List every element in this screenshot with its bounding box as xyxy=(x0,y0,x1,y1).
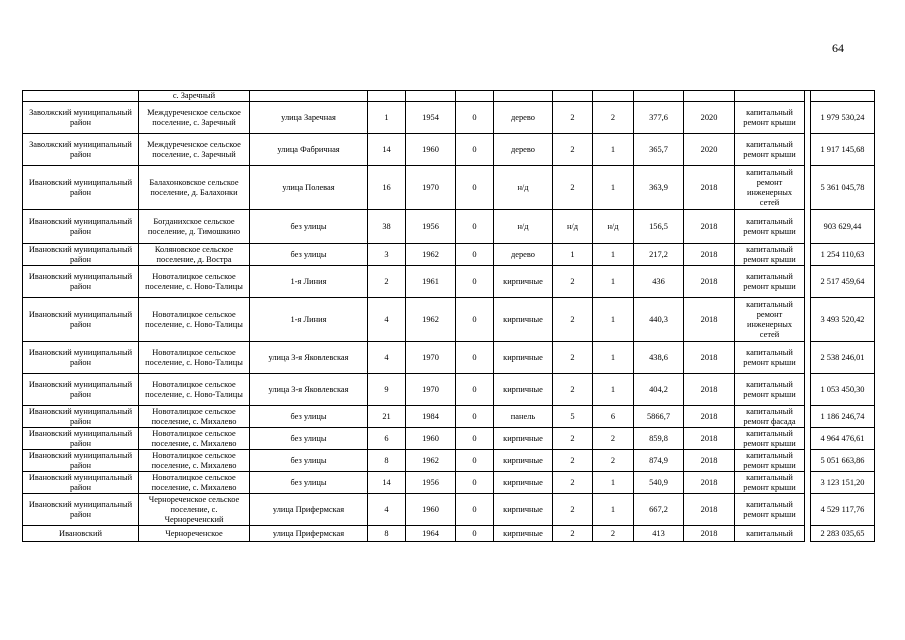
cell-area: 667,2 xyxy=(634,494,684,526)
cell-settlement: Новоталицкое сельское поселение, с. Михалево xyxy=(139,472,250,494)
cell-wall-material: кирпичные xyxy=(494,428,553,450)
cell-house-number: 6 xyxy=(368,428,406,450)
cell-street: улица Заречная xyxy=(250,102,368,134)
cell-street: без улицы xyxy=(250,450,368,472)
cell-entrances: н/д xyxy=(593,210,634,244)
cell-work-type: капитальный ремонт крыши xyxy=(735,102,805,134)
cell-plan-year: 2018 xyxy=(684,244,735,266)
cell-house-number: 8 xyxy=(368,526,406,542)
cell-settlement: Междуреченское сельское поселение, с. Заречный xyxy=(139,102,250,134)
cell-col-f: 0 xyxy=(456,494,494,526)
cell-settlement: Новоталицкое сельское поселение, с. Михалево xyxy=(139,406,250,428)
cell-street: 1-я Линия xyxy=(250,266,368,298)
cell-area: 436 xyxy=(634,266,684,298)
cell-work-type: капитальный ремонт крыши xyxy=(735,472,805,494)
cell-settlement: с. Заречный xyxy=(139,91,250,102)
cell-work-type: капитальный ремонт крыши xyxy=(735,374,805,406)
cell-district: Заволжский муниципальный район xyxy=(23,134,139,166)
cell-work-type: капитальный ремонт фасада xyxy=(735,406,805,428)
cell-floors: 2 xyxy=(553,472,593,494)
cell-year-built: 1970 xyxy=(406,166,456,210)
cell-cost: 1 254 110,63 xyxy=(811,244,875,266)
cell-area: 363,9 xyxy=(634,166,684,210)
cell-wall-material: панель xyxy=(494,406,553,428)
cell-district: Ивановский муниципальный район xyxy=(23,428,139,450)
cell-cost: 5 051 663,86 xyxy=(811,450,875,472)
cell-col-f: 0 xyxy=(456,210,494,244)
cell-floors: 2 xyxy=(553,450,593,472)
table-row xyxy=(23,102,875,134)
cell-plan-year: 2018 xyxy=(684,406,735,428)
cell-entrances: 1 xyxy=(593,494,634,526)
cell-district: Ивановский муниципальный район xyxy=(23,494,139,526)
cell-col-f: 0 xyxy=(456,166,494,210)
cell-year-built: 1962 xyxy=(406,450,456,472)
cell-empty xyxy=(735,91,805,102)
cell-house-number: 1 xyxy=(368,102,406,134)
cell-floors: 2 xyxy=(553,134,593,166)
cell-floors: 2 xyxy=(553,102,593,134)
housing-repair-table xyxy=(22,90,875,542)
cell-wall-material: дерево xyxy=(494,102,553,134)
cell-plan-year: 2018 xyxy=(684,526,735,542)
cell-plan-year: 2018 xyxy=(684,166,735,210)
cell-entrances: 2 xyxy=(593,428,634,450)
table-row xyxy=(23,342,875,374)
cell-settlement: Новоталицкое сельское поселение, с. Михалево xyxy=(139,428,250,450)
cell-cost: 2 517 459,64 xyxy=(811,266,875,298)
cell-entrances: 2 xyxy=(593,102,634,134)
cell-cost: 1 917 145,68 xyxy=(811,134,875,166)
cell-empty xyxy=(494,91,553,102)
cell-house-number: 4 xyxy=(368,494,406,526)
cell-cost: 1 979 530,24 xyxy=(811,102,875,134)
cell-area: 440,3 xyxy=(634,298,684,342)
cell-street: улица Фабричная xyxy=(250,134,368,166)
cell-house-number: 9 xyxy=(368,374,406,406)
cell-work-type: капитальный ремонт крыши xyxy=(735,210,805,244)
cell-cost: 4 529 117,76 xyxy=(811,494,875,526)
cell-empty xyxy=(456,91,494,102)
cell-cost: 903 629,44 xyxy=(811,210,875,244)
cell-wall-material: кирпичные xyxy=(494,342,553,374)
cell-district: Ивановский xyxy=(23,526,139,542)
cell-entrances: 2 xyxy=(593,450,634,472)
cell-work-type: капитальный ремонт крыши xyxy=(735,266,805,298)
cell-street: улица Полевая xyxy=(250,166,368,210)
cell-settlement: Новоталицкое сельское поселение, с. Ново-Талицы xyxy=(139,266,250,298)
table-row xyxy=(23,374,875,406)
cell-wall-material: кирпичные xyxy=(494,494,553,526)
cell-plan-year: 2018 xyxy=(684,266,735,298)
cell-house-number: 21 xyxy=(368,406,406,428)
cell-work-type: капитальный ремонт крыши xyxy=(735,494,805,526)
table-row xyxy=(23,266,875,298)
cell-empty xyxy=(811,91,875,102)
cell-area: 377,6 xyxy=(634,102,684,134)
cell-floors: 1 xyxy=(553,244,593,266)
cell-floors: 2 xyxy=(553,298,593,342)
cell-street: 1-я Линия xyxy=(250,298,368,342)
cell-settlement: Новоталицкое сельское поселение, с. Ново-Талицы xyxy=(139,298,250,342)
cell-plan-year: 2018 xyxy=(684,342,735,374)
cell-house-number: 16 xyxy=(368,166,406,210)
cell-cost: 1 186 246,74 xyxy=(811,406,875,428)
cell-district: Ивановский муниципальный район xyxy=(23,342,139,374)
cell-col-f: 0 xyxy=(456,472,494,494)
cell-plan-year: 2018 xyxy=(684,494,735,526)
cell-street xyxy=(250,91,368,102)
cell-col-f: 0 xyxy=(456,342,494,374)
cell-empty xyxy=(368,91,406,102)
cell-work-type: капитальный xyxy=(735,526,805,542)
cell-year-built: 1954 xyxy=(406,102,456,134)
cell-empty xyxy=(406,91,456,102)
table-row xyxy=(23,428,875,450)
table-row xyxy=(23,406,875,428)
table-row xyxy=(23,472,875,494)
cell-cost: 2 283 035,65 xyxy=(811,526,875,542)
cell-floors: 2 xyxy=(553,494,593,526)
cell-plan-year: 2018 xyxy=(684,450,735,472)
cell-year-built: 1960 xyxy=(406,428,456,450)
cell-area: 413 xyxy=(634,526,684,542)
cell-settlement: Новоталицкое сельское поселение, с. Ново-Талицы xyxy=(139,374,250,406)
cell-year-built: 1960 xyxy=(406,494,456,526)
cell-year-built: 1970 xyxy=(406,342,456,374)
table-row-continued xyxy=(23,91,875,102)
cell-entrances: 1 xyxy=(593,134,634,166)
cell-district: Заволжский муниципальный район xyxy=(23,102,139,134)
cell-house-number: 3 xyxy=(368,244,406,266)
cell-cost: 5 361 045,78 xyxy=(811,166,875,210)
cell-col-f: 0 xyxy=(456,406,494,428)
cell-cost: 3 493 520,42 xyxy=(811,298,875,342)
cell-area: 5866,7 xyxy=(634,406,684,428)
cell-settlement: Балахонковское сельское поселение, д. Балахонки xyxy=(139,166,250,210)
cell-district: Ивановский муниципальный район xyxy=(23,166,139,210)
cell-cost: 3 123 151,20 xyxy=(811,472,875,494)
cell-settlement: Чернореченское сельское поселение, с. Чернореченский xyxy=(139,494,250,526)
cell-area: 874,9 xyxy=(634,450,684,472)
cell-district: Ивановский муниципальный район xyxy=(23,244,139,266)
cell-empty xyxy=(684,91,735,102)
cell-col-f: 0 xyxy=(456,428,494,450)
cell-street: без улицы xyxy=(250,472,368,494)
cell-street: без улицы xyxy=(250,244,368,266)
cell-plan-year: 2018 xyxy=(684,472,735,494)
cell-year-built: 1970 xyxy=(406,374,456,406)
cell-work-type: капитальный ремонт крыши xyxy=(735,342,805,374)
cell-entrances: 1 xyxy=(593,374,634,406)
cell-settlement: Чернореченское xyxy=(139,526,250,542)
cell-settlement: Новоталицкое сельское поселение, с. Михалево xyxy=(139,450,250,472)
cell-col-f: 0 xyxy=(456,102,494,134)
cell-floors: 2 xyxy=(553,342,593,374)
cell-floors: 2 xyxy=(553,374,593,406)
cell-work-type: капитальный ремонт инженерных сетей xyxy=(735,298,805,342)
cell-year-built: 1962 xyxy=(406,298,456,342)
cell-cost: 2 538 246,01 xyxy=(811,342,875,374)
cell-year-built: 1956 xyxy=(406,210,456,244)
cell-wall-material: дерево xyxy=(494,244,553,266)
cell-plan-year: 2018 xyxy=(684,298,735,342)
cell-col-f: 0 xyxy=(456,374,494,406)
cell-entrances: 1 xyxy=(593,472,634,494)
cell-plan-year: 2018 xyxy=(684,428,735,450)
cell-street: улица Прифермская xyxy=(250,526,368,542)
cell-entrances: 2 xyxy=(593,526,634,542)
cell-entrances: 1 xyxy=(593,298,634,342)
cell-wall-material: кирпичные xyxy=(494,450,553,472)
cell-district: Ивановский муниципальный район xyxy=(23,406,139,428)
cell-street: без улицы xyxy=(250,210,368,244)
cell-floors: 2 xyxy=(553,166,593,210)
cell-wall-material: кирпичные xyxy=(494,266,553,298)
cell-empty xyxy=(634,91,684,102)
cell-area: 540,9 xyxy=(634,472,684,494)
cell-plan-year: 2020 xyxy=(684,102,735,134)
cell-district: Ивановский муниципальный район xyxy=(23,266,139,298)
cell-house-number: 4 xyxy=(368,298,406,342)
cell-wall-material: кирпичные xyxy=(494,374,553,406)
cell-work-type: капитальный ремонт крыши xyxy=(735,428,805,450)
cell-year-built: 1962 xyxy=(406,244,456,266)
cell-plan-year: 2018 xyxy=(684,374,735,406)
cell-area: 365,7 xyxy=(634,134,684,166)
cell-floors: 2 xyxy=(553,266,593,298)
cell-col-f: 0 xyxy=(456,450,494,472)
cell-house-number: 38 xyxy=(368,210,406,244)
cell-entrances: 1 xyxy=(593,244,634,266)
cell-floors: н/д xyxy=(553,210,593,244)
cell-year-built: 1964 xyxy=(406,526,456,542)
table-row xyxy=(23,494,875,526)
table-row xyxy=(23,526,875,542)
cell-house-number: 4 xyxy=(368,342,406,374)
cell-entrances: 1 xyxy=(593,266,634,298)
cell-cost: 4 964 476,61 xyxy=(811,428,875,450)
cell-year-built: 1984 xyxy=(406,406,456,428)
cell-street: без улицы xyxy=(250,406,368,428)
cell-entrances: 6 xyxy=(593,406,634,428)
cell-house-number: 8 xyxy=(368,450,406,472)
table-body xyxy=(23,91,875,542)
cell-work-type: капитальный ремонт крыши xyxy=(735,134,805,166)
page-number: 64 xyxy=(832,41,844,55)
cell-district: Ивановский муниципальный район xyxy=(23,374,139,406)
cell-street: улица Прифермская xyxy=(250,494,368,526)
table-row xyxy=(23,210,875,244)
cell-street: улица 3-я Яковлевская xyxy=(250,342,368,374)
cell-house-number: 14 xyxy=(368,472,406,494)
cell-area: 859,8 xyxy=(634,428,684,450)
cell-cost: 1 053 450,30 xyxy=(811,374,875,406)
table-row xyxy=(23,134,875,166)
cell-entrances: 1 xyxy=(593,166,634,210)
cell-settlement: Междуреченское сельское поселение, с. Заречный xyxy=(139,134,250,166)
cell-work-type: капитальный ремонт инженерных сетей xyxy=(735,166,805,210)
table-row xyxy=(23,244,875,266)
cell-area: 438,6 xyxy=(634,342,684,374)
cell-wall-material: кирпичные xyxy=(494,472,553,494)
cell-area: 156,5 xyxy=(634,210,684,244)
cell-wall-material: кирпичные xyxy=(494,526,553,542)
cell-year-built: 1960 xyxy=(406,134,456,166)
cell-work-type: капитальный ремонт крыши xyxy=(735,450,805,472)
cell-work-type: капитальный ремонт крыши xyxy=(735,244,805,266)
cell-street: улица 3-я Яковлевская xyxy=(250,374,368,406)
cell-plan-year: 2018 xyxy=(684,210,735,244)
cell-empty xyxy=(553,91,593,102)
cell-settlement: Богданихское сельское поселение, д. Тимошкино xyxy=(139,210,250,244)
cell-house-number: 2 xyxy=(368,266,406,298)
cell-col-f: 0 xyxy=(456,298,494,342)
cell-district: Ивановский муниципальный район xyxy=(23,210,139,244)
cell-wall-material: дерево xyxy=(494,134,553,166)
cell-year-built: 1961 xyxy=(406,266,456,298)
cell-floors: 5 xyxy=(553,406,593,428)
cell-area: 217,2 xyxy=(634,244,684,266)
cell-col-f: 0 xyxy=(456,526,494,542)
table-row xyxy=(23,298,875,342)
cell-house-number: 14 xyxy=(368,134,406,166)
cell-entrances: 1 xyxy=(593,342,634,374)
cell-empty xyxy=(593,91,634,102)
cell-street: без улицы xyxy=(250,428,368,450)
cell-settlement: Коляновское сельское поселение, д. Востра xyxy=(139,244,250,266)
cell-col-f: 0 xyxy=(456,134,494,166)
cell-area: 404,2 xyxy=(634,374,684,406)
cell-wall-material: н/д xyxy=(494,166,553,210)
table-row xyxy=(23,450,875,472)
cell-district: Ивановский муниципальный район xyxy=(23,298,139,342)
cell-col-f: 0 xyxy=(456,266,494,298)
cell-wall-material: кирпичные xyxy=(494,298,553,342)
cell-district xyxy=(23,91,139,102)
cell-floors: 2 xyxy=(553,428,593,450)
cell-district: Ивановский муниципальный район xyxy=(23,472,139,494)
cell-wall-material: н/д xyxy=(494,210,553,244)
cell-settlement: Новоталицкое сельское поселение, с. Ново-Талицы xyxy=(139,342,250,374)
cell-plan-year: 2020 xyxy=(684,134,735,166)
cell-year-built: 1956 xyxy=(406,472,456,494)
cell-col-f: 0 xyxy=(456,244,494,266)
cell-district: Ивановский муниципальный район xyxy=(23,450,139,472)
cell-floors: 2 xyxy=(553,526,593,542)
table-row xyxy=(23,166,875,210)
